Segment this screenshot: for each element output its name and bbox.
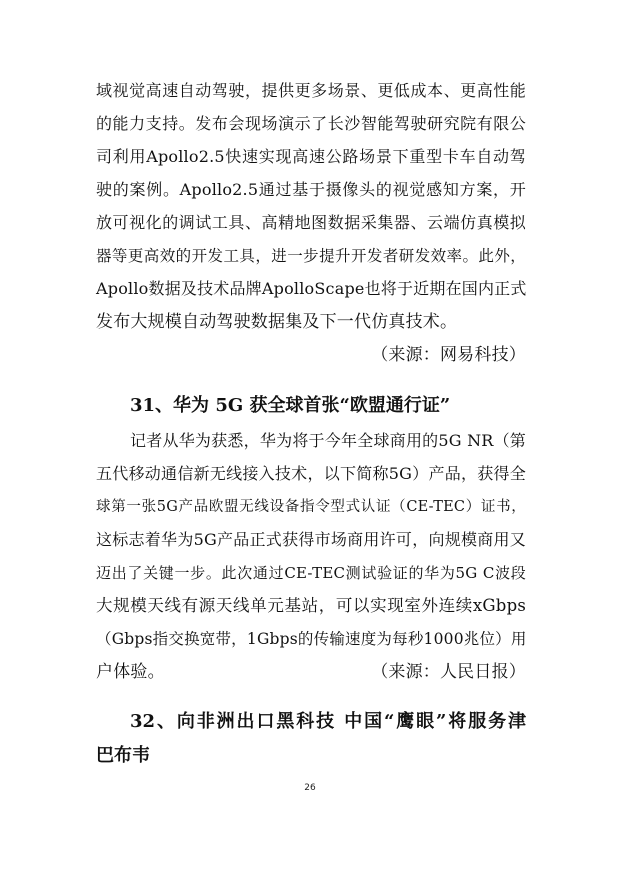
section-heading-32-continued: 巴布韦 [96,745,150,766]
paragraph-line: 发布大规模自动驾驶数据集及下一代仿真技术。 [96,312,458,332]
paragraph-line: 放可视化的调试工具、高精地图数据采集器、云端仿真模拟 [96,213,526,232]
paragraph-line: 域视觉高速自动驾驶，提供更多场景、更低成本、更高性能 [96,81,526,100]
section-heading-31: 31、华为 5G 获全球首张“欧盟通行证” [130,395,451,416]
source-citation: （来源：人民日报） [371,662,526,682]
paragraph-line: 驶的案例。Apollo2.5通过基于摄像头的视觉感知方案，开 [96,180,526,199]
source-citation: （来源：网易科技） [371,345,526,365]
paragraph-line: 五代移动通信新无线接入技术，以下简称5G）产品，获得全 [96,464,526,483]
page-number: 26 [304,783,316,793]
paragraph-line: 记者从华为获悉，华为将于今年全球商用的5G NR（第 [130,431,526,450]
paragraph-line: 这标志着华为5G产品正式获得市场商用许可，向规模商用又 [96,530,526,549]
paragraph-line: 迈出了关键一步。此次通过CE-TEC测试验证的华为5G C波段 [96,564,526,582]
paragraph-line: 户体验。 [96,662,165,682]
paragraph-line: 球第一张5G产品欧盟无线设备指令型式认证（CE-TEC）证书， [96,499,526,515]
paragraph-line: 大规模天线有源天线单元基站，可以实现室外连续xGbps [96,596,526,615]
paragraph-line: 司利用Apollo2.5快速实现高速公路场景下重型卡车自动驾 [96,147,526,166]
paragraph-line: 的能力支持。发布会现场演示了长沙智能驾驶研究院有限公 [96,114,526,133]
paragraph-line: 器等更高效的开发工具，进一步提升开发者研发效率。此外， [96,247,526,265]
paragraph-line: Apollo数据及技术品牌ApolloScape也将于近期在国内正式 [96,279,527,298]
section-heading-32: 32、向非洲出口黑科技 中国“鹰眼”将服务津 [130,711,526,732]
paragraph-line: （Gbps指交换宽带，1Gbps的传输速度为每秒1000兆位）用 [96,630,527,648]
